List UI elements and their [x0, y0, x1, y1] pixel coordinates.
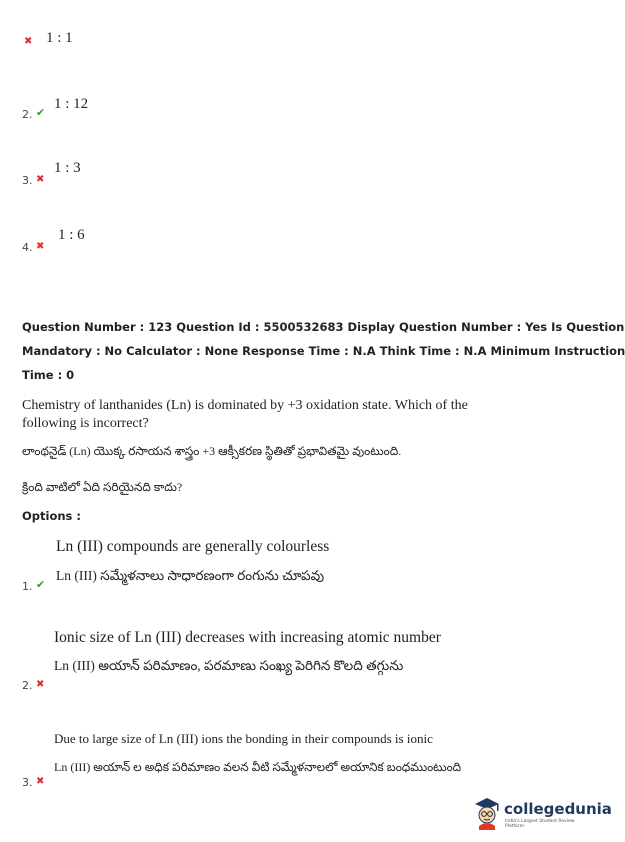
question-english-line-1: Chemistry of lanthanides (Ln) is dominated by +3 oxidation state. Which of the [22, 398, 468, 413]
option-number: 4. [22, 241, 33, 254]
option-number: 1. [22, 580, 33, 593]
prev-option-text: 1 : 12 [54, 96, 89, 112]
wrong-mark-icon: ✖ [24, 36, 33, 47]
option-telugu-text: Ln (III) సమ్మేళనాలు సాధారణంగా రంగును చూపవు [56, 568, 325, 583]
options-label: Options : [22, 509, 81, 523]
option-number: 2. [22, 108, 33, 121]
correct-mark-icon: ✔ [36, 106, 46, 119]
wrong-mark-icon: ✖ [36, 174, 45, 185]
logo-tagline: India's Largest Student Review Platform [505, 819, 575, 829]
correct-mark-icon: ✔ [36, 578, 46, 591]
logo-wordmark: collegedunia [504, 800, 612, 818]
question-telugu-line-2: క్రింది వాటిలో ఏది సరియైనది కాదు? [22, 480, 183, 494]
option-telugu-text: Ln (III) అయాన్ పరిమాణం, పరమాణు సంఖ్య పెరిగిన కొలది తగ్గును [54, 658, 404, 673]
prev-option-text: 1 : 1 [46, 30, 73, 46]
wrong-mark-icon: ✖ [36, 241, 45, 252]
prev-option-text: 1 : 3 [54, 160, 81, 176]
option-english-text: Ln (III) compounds are generally colourless [56, 538, 330, 555]
option-english-text: Ionic size of Ln (III) decreases with increasing atomic number [54, 629, 441, 646]
metadata-line-3: Time : 0 [22, 368, 75, 382]
graduate-mascot-icon [472, 796, 502, 830]
option-english-text: Due to large size of Ln (III) ions the bonding in their compounds is ionic [54, 731, 433, 746]
collegedunia-logo [472, 796, 612, 832]
wrong-mark-icon: ✖ [36, 776, 45, 787]
option-number: 3. [22, 776, 33, 789]
prev-option-text: 1 : 6 [58, 227, 85, 243]
question-english-line-2: following is incorrect? [22, 416, 149, 431]
option-number: 2. [22, 679, 33, 692]
option-number: 3. [22, 174, 33, 187]
metadata-line-2: Mandatory : No Calculator : None Response Time : N.A Think Time : N.A Minimum Instruction [22, 344, 625, 358]
wrong-mark-icon: ✖ [36, 679, 45, 690]
metadata-line-1: Question Number : 123 Question Id : 5500532683 Display Question Number : Yes Is Question [22, 320, 625, 334]
question-telugu-line-1: లాంథనైడ్ (Ln) యొక్క రసాయన శాస్త్రం +3 ఆక్సీకరణ స్థితితో ప్రభావితమై వుంటుంది. [22, 444, 402, 458]
option-telugu-text: Ln (III) అయాన్ ల అధిక పరిమాణం వలన వీటి సమ్మేళనాలలో అయానిక బంధముంటుంది [54, 760, 462, 774]
